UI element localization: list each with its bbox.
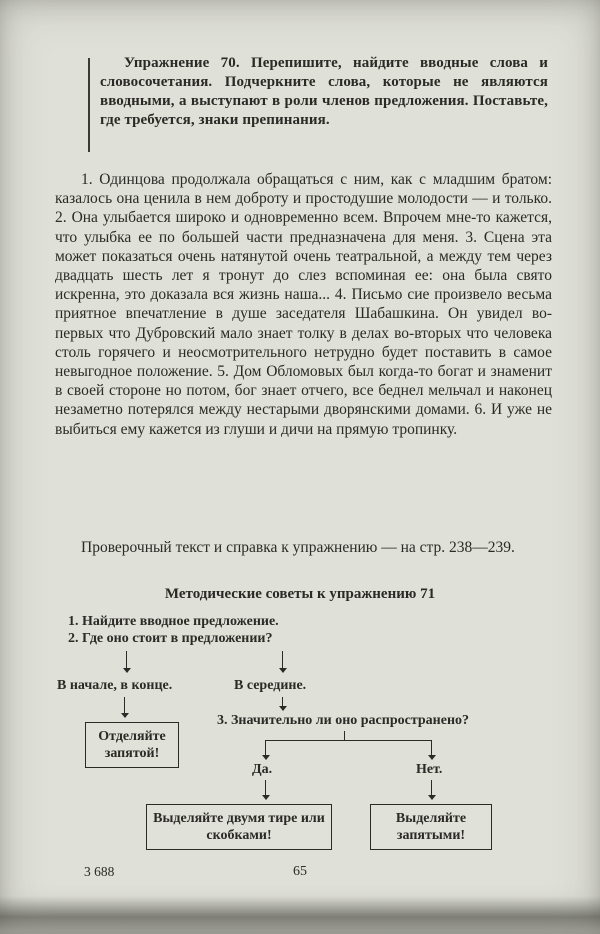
- rule-box-comma: Отделяйте запятой!: [85, 722, 179, 768]
- print-code: 3 688: [84, 864, 115, 879]
- task-margin-rule: [88, 58, 90, 152]
- yes-label: Да.: [252, 762, 273, 777]
- scan-shadow: [0, 896, 600, 934]
- arrow-down-icon: [261, 741, 270, 760]
- page-number: 65: [293, 864, 307, 879]
- flowchart: [0, 612, 600, 858]
- reference-note: Проверочный текст и справка к упражнению — на стр. 238—239.: [81, 539, 515, 556]
- arrow-down-icon: [278, 697, 287, 711]
- exercise-heading: Упражнение 70. Перепишите, найдите вводные слова и словосочетания. Подчеркните слова, которые не являются вводными, а выступают в роли членов предложения. Поставьте, где требуется, знаки препинания.: [100, 55, 548, 128]
- no-label: Нет.: [416, 762, 443, 777]
- section-title: Методические советы к упражнению 71: [164, 586, 436, 602]
- rule-box-dash-or-brackets: Выделяйте двумя тире или скобками!: [146, 804, 332, 850]
- branch-left-label: В начале, в конце.: [57, 678, 173, 693]
- exercise-text: 1. Одинцова продолжала обращаться с ним, как с младшим братом: казалось она ценила в нем доброту и простодушие молодости — и только. 2. Она улыбается широко и одновременно всем. Впрочем мне-то кажется, что улыбка ее по большей части предназначена для меня. 3. Сцена эта может показаться очень натянутой очень театральной, а между тем через двадцать шесть лет я тронут до слез вспоминая ее: она была свято искренна, это доказала вся жизнь наша... 4. Письмо сие произвело весьма приятное впечатление в душе заседателя Шабашкина. Он увидел во-первых что Дубровский мало знает толку в делах во-вторых что человека столь горячего и неосмотрительного нетрудно будет поставить в самое невыгодное положение. 5. Дом Обломовых был когда-то богат и знаменит в своей стороне но потом, бог знает отчего, все беднел мельчал и наконец незаметно потерялся между нестарыми дворянскими домами. 6. И уже не выбиться ему кажется из глуши и дичи на прямую тропинку.: [55, 171, 552, 438]
- rule-box-commas: Выделяйте запятыми!: [370, 804, 492, 850]
- flow-step-2: 2. Где оно стоит в предложении?: [68, 631, 273, 646]
- flow-step-1: 1. Найдите вводное предложение.: [68, 614, 279, 629]
- arrow-down-icon: [427, 780, 436, 800]
- arrow-down-icon: [120, 697, 129, 718]
- flow-step-3: 3. Значительно ли оно распространено?: [217, 713, 470, 728]
- branch-right-label: В середине.: [234, 678, 307, 693]
- arrow-down-icon: [261, 780, 270, 800]
- arrow-down-icon: [122, 651, 131, 673]
- arrow-down-icon: [427, 741, 436, 760]
- connector-line: [265, 740, 432, 741]
- arrow-down-icon: [278, 651, 287, 673]
